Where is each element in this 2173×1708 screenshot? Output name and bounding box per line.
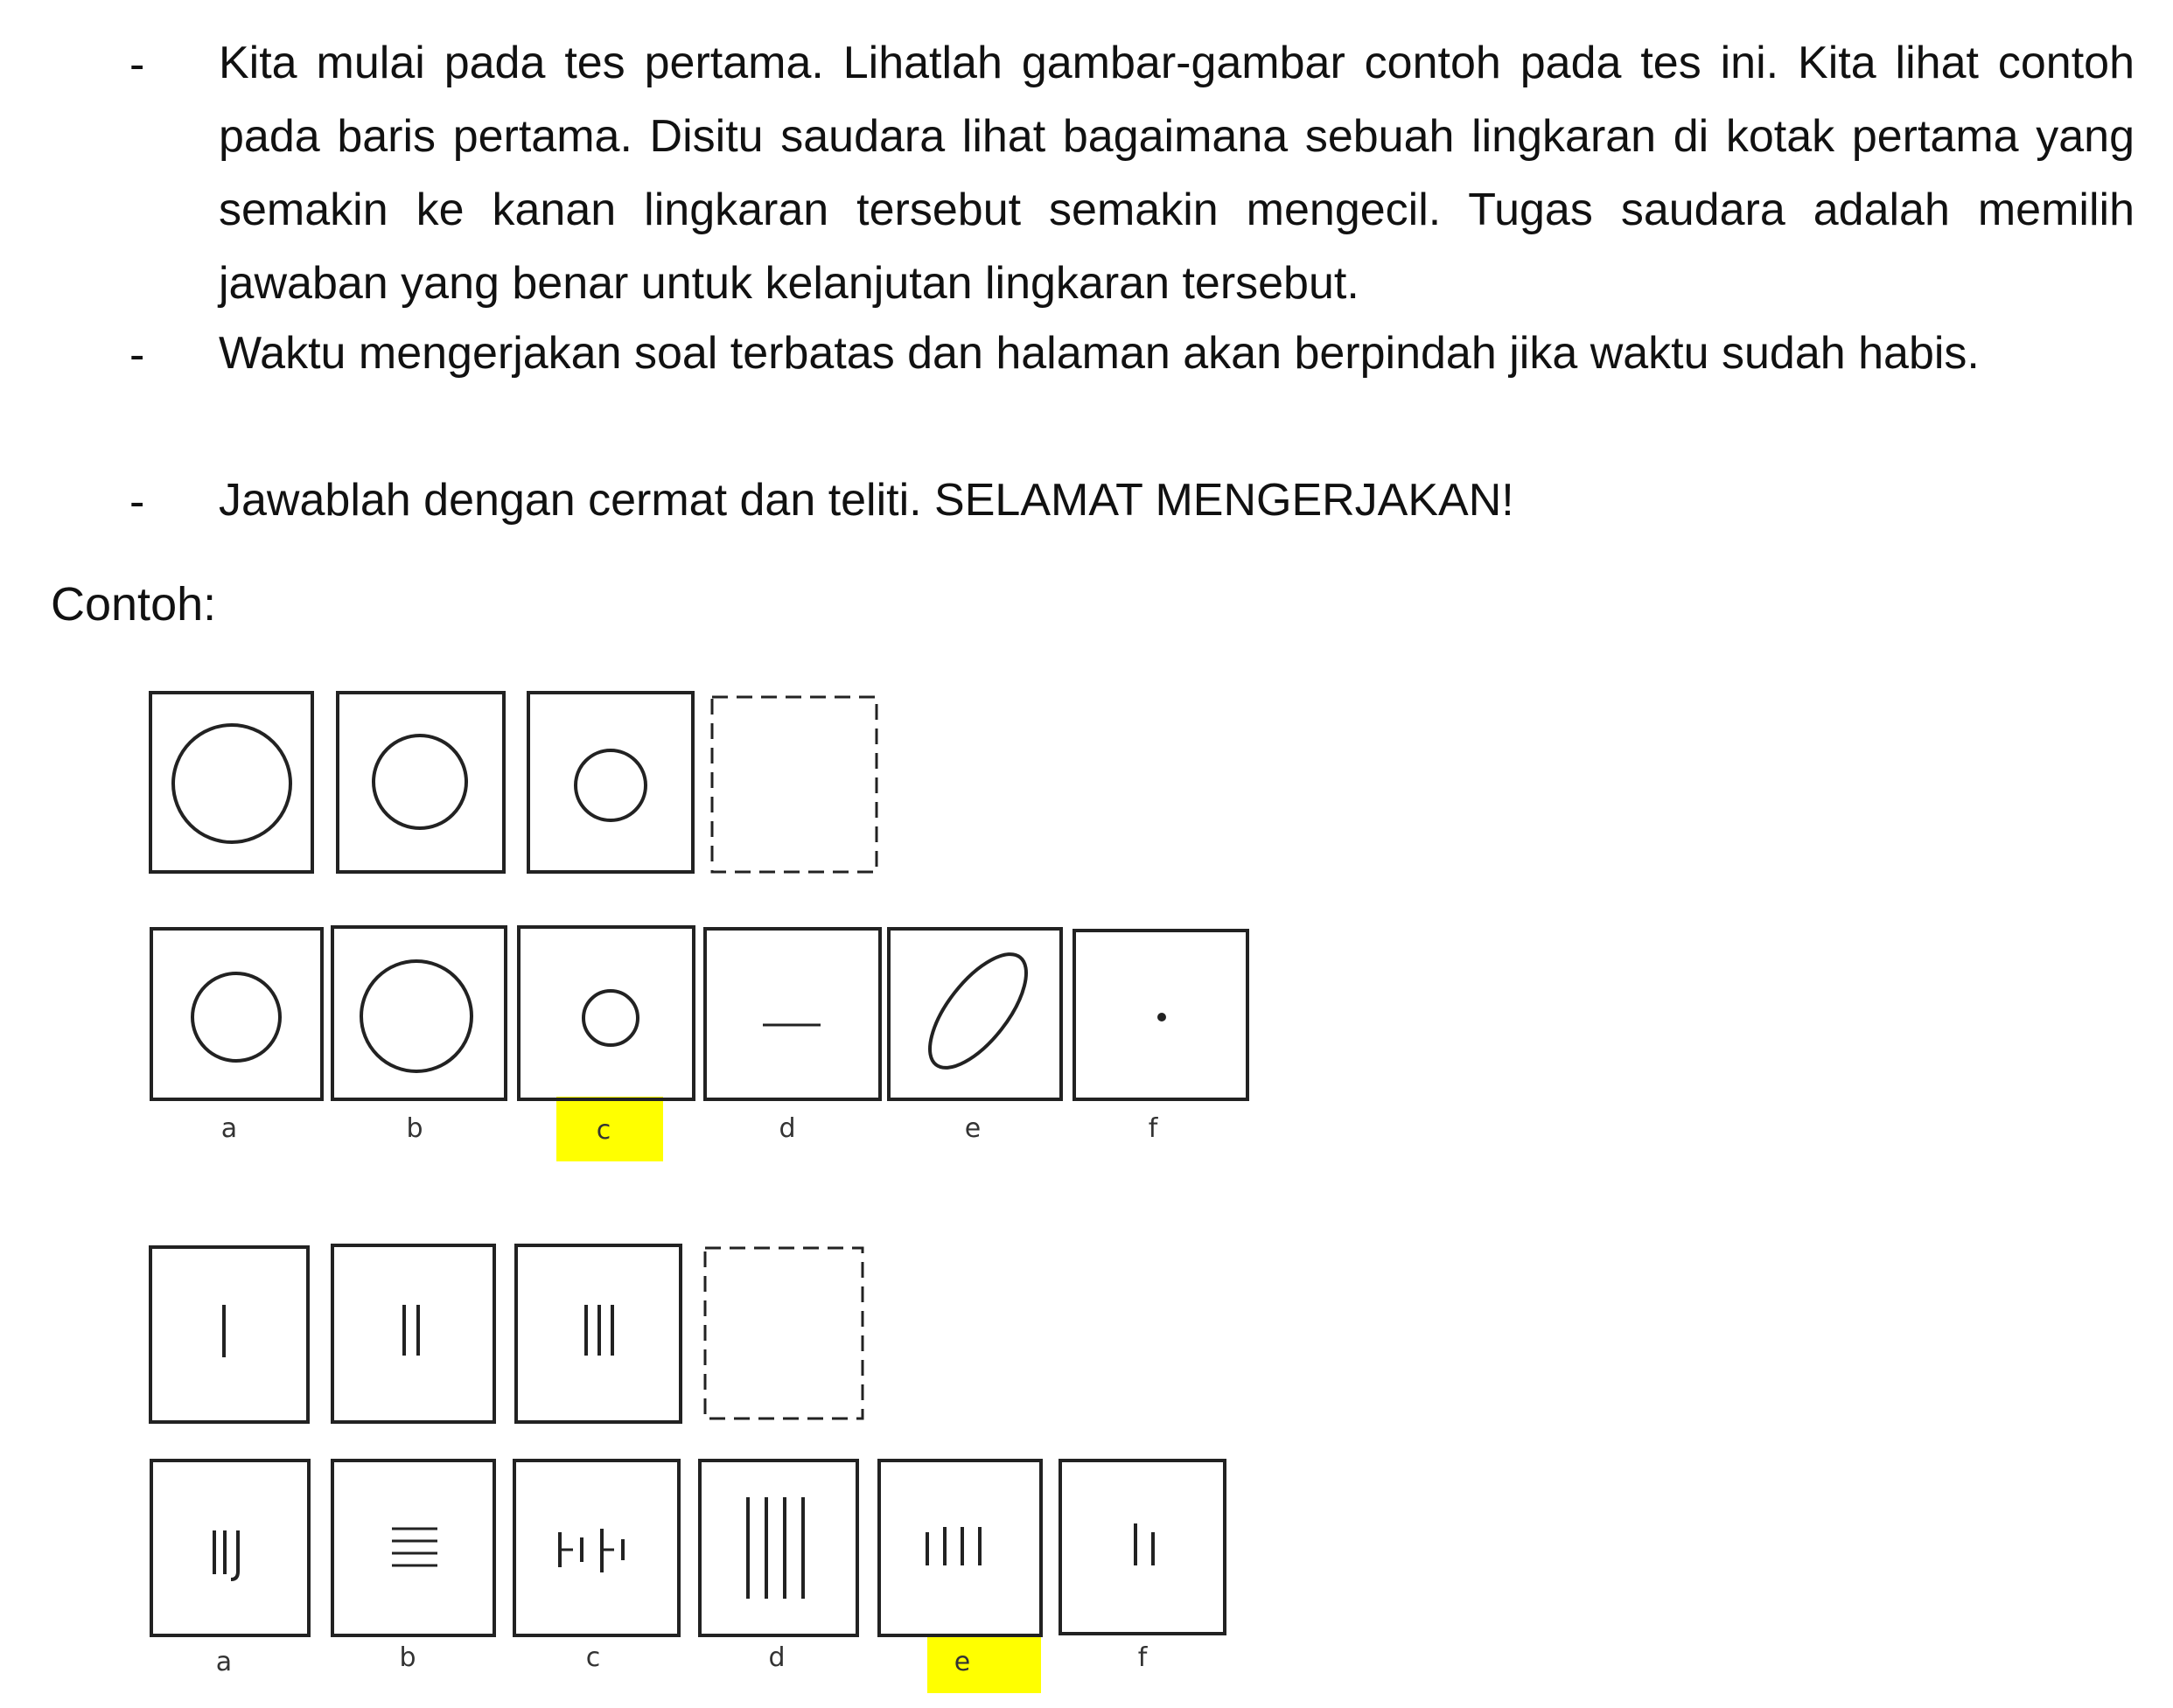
option-box-d	[700, 1461, 857, 1635]
question-box-2	[338, 693, 504, 872]
option-box-c	[514, 1461, 679, 1635]
option-label-a: a	[220, 1113, 238, 1144]
option-label-b: b	[406, 1113, 423, 1144]
answer-highlight-e	[927, 1635, 1041, 1693]
option-box-b	[332, 927, 506, 1099]
medium-circle-icon	[374, 735, 466, 828]
option-box-c	[519, 927, 694, 1099]
option-box-a	[151, 929, 322, 1099]
bullet: -	[129, 39, 145, 90]
question-box-3	[528, 693, 693, 872]
bullet: -	[129, 330, 145, 380]
option-label-c: c	[585, 1642, 601, 1673]
small-circle-icon	[576, 750, 646, 820]
small-circle-icon	[583, 991, 638, 1045]
instruction-3: Jawablah dengan cermat dan teliti. SELAMAT MENGERJAKAN!	[219, 475, 1514, 526]
option-label-f: f	[1148, 1113, 1158, 1144]
empty-answer-box	[712, 697, 877, 872]
option-box-a	[151, 1461, 309, 1635]
option-label-f: f	[1137, 1642, 1148, 1673]
option-label-a: a	[215, 1647, 233, 1677]
circle-icon	[192, 973, 280, 1061]
option-box-e	[889, 929, 1061, 1099]
instruction-2: Waktu mengerjakan soal terbatas dan halaman akan berpindah jika waktu sudah habis.	[219, 328, 1980, 379]
option-label-e: e	[964, 1113, 982, 1144]
instruction-1: Kita mulai pada tes pertama. Lihatlah gambar-gambar contoh pada tes ini. Kita lihat contoh pada baris pertama. Disitu saudara lihat bagaimana sebuah lingkaran di kotak pertama yang semakin ke kanan lingkaran tersebut semakin mengecil. Tugas saudara adalah memilih jawaban yang benar untuk kelanjutan lingkaran tersebut.	[219, 38, 2135, 309]
question-box-2	[332, 1245, 494, 1422]
option-label-b: b	[399, 1642, 416, 1673]
question-box-1	[150, 1247, 308, 1422]
option-box-e	[879, 1461, 1041, 1635]
bullet: -	[129, 477, 145, 527]
option-box-f	[1060, 1461, 1225, 1634]
option-box-d	[705, 929, 880, 1099]
empty-answer-box	[705, 1248, 863, 1419]
large-circle-icon	[361, 961, 472, 1071]
option-label-d: d	[768, 1642, 786, 1673]
option-label-d: d	[779, 1113, 796, 1144]
example-heading: Contoh:	[51, 578, 217, 631]
ellipse-icon	[912, 939, 1044, 1084]
option-label-e: e	[954, 1647, 971, 1677]
dot-icon	[1159, 1014, 1164, 1020]
large-circle-icon	[173, 725, 290, 842]
option-box-b	[332, 1461, 494, 1635]
option-label-c: c	[596, 1115, 611, 1146]
